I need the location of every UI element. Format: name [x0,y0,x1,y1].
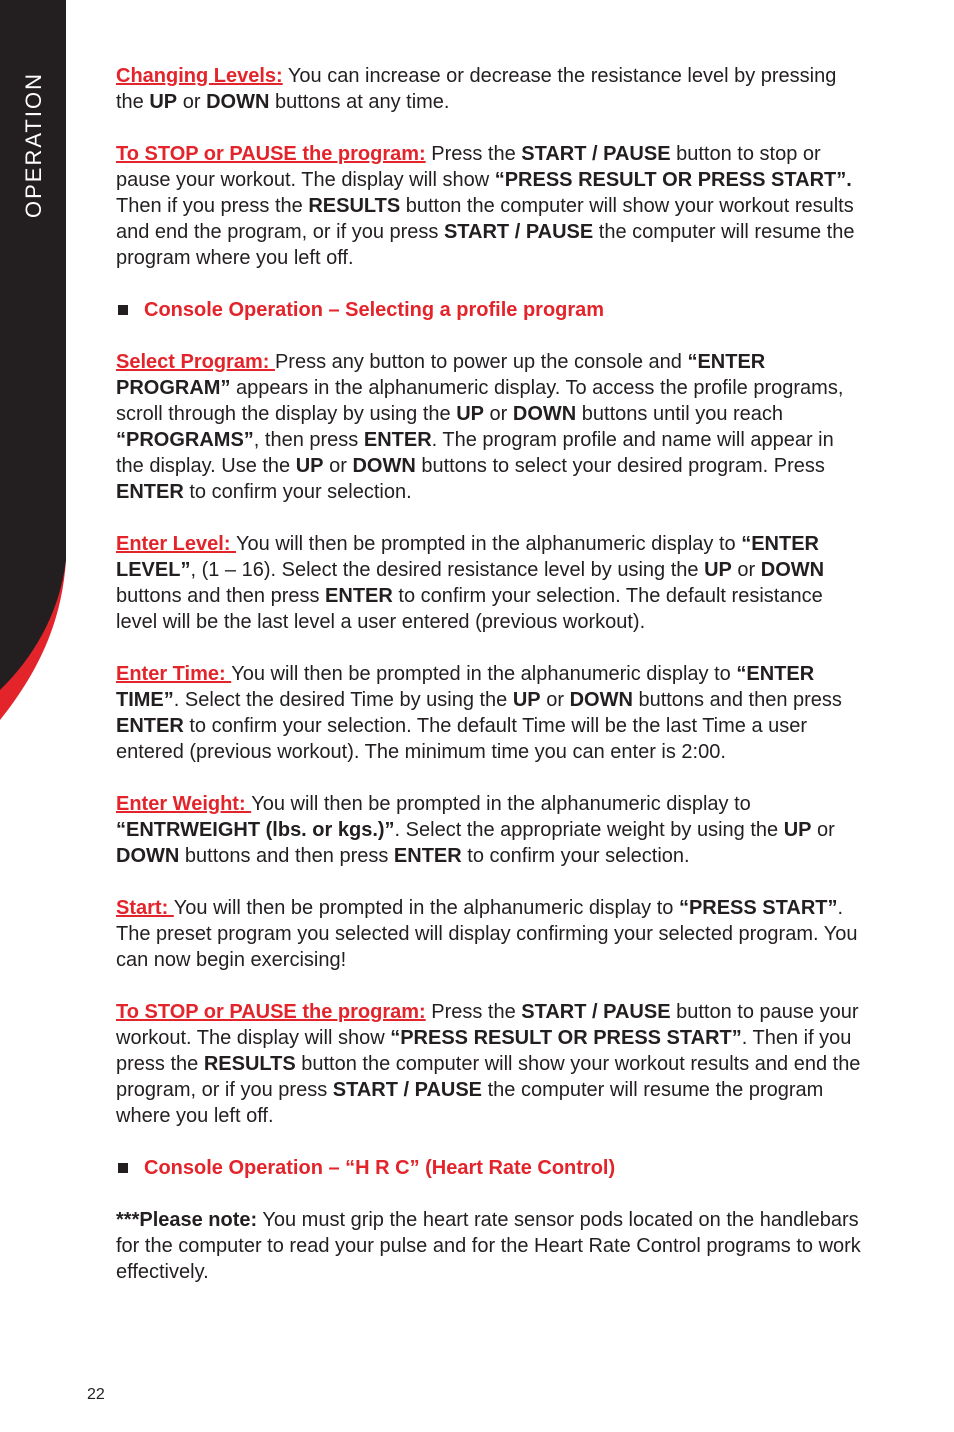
note-paragraph: ***Please note: You must grip the heart rate sensor pods located on the handlebars for the computer to read your pulse and for the Heart Rate Control programs to work effectively. [116,1209,861,1283]
start-heading: Start: [116,897,174,919]
enter-level-heading: Enter Level: [116,533,237,555]
enter-time-paragraph: Enter Time: You will then be prompted in the alphanumeric display to “ENTER TIME”. Select the desired Time by using the UP or DOWN buttons and then press ENTER to confirm your selection. The default Time will be the last Time a user entered (previous workout). The minimum time you can enter is 2:00. [116,663,842,763]
select-program-heading: Select Program: [116,351,275,373]
page-content [116,63,861,1311]
square-bullet-icon [118,305,128,315]
stop-pause-heading-1: To STOP or PAUSE the program: [116,143,426,165]
stop-pause-paragraph-2: To STOP or PAUSE the program: Press the START / PAUSE button to pause your workout. The display will show “PRESS RESULT OR PRESS START”. Then if you press the RESULTS button the computer will show your workout results and end the program, or if you press START / PAUSE the computer will resume the program where you left off. [116,1001,861,1127]
page-number: 22 [87,1386,105,1403]
bullet-heading-profile: Console Operation – Selecting a profile program [116,297,861,323]
stop-pause-paragraph-1: To STOP or PAUSE the program: Press the START / PAUSE button to stop or pause your workout. The display will show “PRESS RESULT OR PRESS START”. Then if you press the RESULTS button the computer will show your workout results and end the program, or if you press START / PAUSE the computer will resume the program where you left off. [116,143,855,269]
square-bullet-icon [118,1163,128,1173]
note-label: ***Please note: [116,1209,258,1231]
stop-pause-heading-2: To STOP or PAUSE the program: [116,1001,426,1023]
enter-weight-heading: Enter Weight: [116,793,252,815]
side-tab [0,0,66,720]
changing-levels-heading: Changing Levels: [116,65,283,87]
select-program-paragraph: Select Program: Press any button to power up the console and “ENTER PROGRAM” appears in the alphanumeric display. To access the profile programs, scroll through the display by using the UP or DOWN buttons until you reach “PROGRAMS”, then press ENTER. The program profile and name will appear in the display. Use the UP or DOWN buttons to select your desired program. Press ENTER to confirm your selection. [116,351,844,503]
section-label: OPERATION [21,72,46,218]
enter-time-heading: Enter Time: [116,663,232,685]
enter-level-paragraph: Enter Level: You will then be prompted in the alphanumeric display to “ENTER LEVEL”, (1 – 16). Select the desired resistance level by using the UP or DOWN buttons and then press ENTER to confirm your selection. The default resistance level will be the last level a user entered (previous workout). [116,533,825,633]
start-paragraph: Start: You will then be prompted in the alphanumeric display to “PRESS START”. The preset program you selected will display confirming your selected program. You can now begin exercising! [116,897,858,971]
changing-levels-paragraph: Changing Levels: You can increase or decrease the resistance level by pressing the UP or DOWN buttons at any time. [116,65,837,113]
enter-weight-paragraph: Enter Weight: You will then be prompted in the alphanumeric display to “ENTRWEIGHT (lbs. or kgs.)”. Select the appropriate weight by using the UP or DOWN buttons and then press ENTER to confirm your selection. [116,793,835,867]
bullet-heading-hrc: Console Operation – “H R C” (Heart Rate Control) [116,1155,861,1181]
